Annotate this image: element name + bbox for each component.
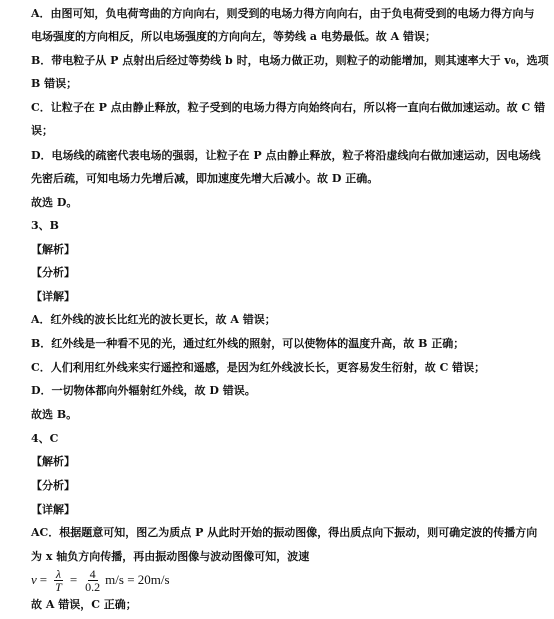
- text-line: 【详解】: [31, 503, 75, 516]
- text-line: 3、B: [31, 219, 59, 232]
- text-line: A．红外线的波长比红光的波长更长，故 A 错误；: [31, 313, 276, 326]
- formula-fraction-lambda-over-t: [53, 568, 64, 593]
- wave-speed-formula: [31, 567, 170, 593]
- conclusion-line: 故 A 错误，C 正确；: [31, 598, 137, 611]
- text-line: 【解析】: [31, 455, 75, 468]
- fraction-denominator: T: [55, 579, 62, 594]
- text-line: 故选 D。: [31, 196, 78, 209]
- text-line: 为 x 轴负方向传播，再由振动图像与波动图像可知，波速: [31, 550, 310, 563]
- text-line: 先密后疏，可知电场力先增后减，即加速度先增大后减小。故 D 正确。: [31, 172, 379, 185]
- text-line: 4、C: [31, 432, 59, 445]
- text-line: B 错误；: [31, 77, 78, 90]
- formula-lhs: v: [31, 572, 37, 587]
- text-line: B．带电粒子从 P 点射出后经过等势线 b 时，电场力做正功，则粒子的动能增加，则其速率大于 v₀，选项: [31, 54, 549, 67]
- fraction-numerator: 4: [89, 566, 96, 581]
- formula-fraction-values: [83, 568, 102, 593]
- formula-equals: =: [39, 572, 48, 587]
- text-line: D．电场线的疏密代表电场的强弱，让粒子在 P 点由静止释放，粒子将沿虚线向右做加速运动，因电场线: [31, 149, 541, 162]
- text-line: AC．根据题意可知，图乙为质点 P 从此时开始的振动图像，得出质点向下振动，则可确定波的传播方向: [31, 526, 538, 539]
- fraction-denominator: 0.2: [85, 579, 101, 594]
- text-line: 【解析】: [31, 243, 75, 256]
- text-line: A．由图可知，负电荷弯曲的方向向右，则受到的电场力得方向向右，由于负电荷受到的电场力得方向与: [31, 7, 535, 20]
- text-line: C．人们利用红外线来实行遥控和遥感，是因为红外线波长长，更容易发生衍射，故 C 错误；: [31, 361, 486, 374]
- text-line: 【详解】: [31, 290, 75, 303]
- text-line: C．让粒子在 P 点由静止释放，粒子受到的电场力得方向始终向右，所以将一直向右做加速运动。故 C 错: [31, 101, 546, 114]
- text-line: B．红外线是一种看不见的光，通过红外线的照射，可以使物体的温度升高，故 B 正确；: [31, 337, 465, 350]
- text-line: 电场强度的方向相反，所以电场强度的方向向左，等势线 a 电势最低。故 A 错误；: [31, 30, 436, 43]
- text-line: 【分析】: [31, 266, 75, 279]
- text-line: 【分析】: [31, 479, 75, 492]
- text-line: 误；: [31, 124, 53, 137]
- text-line: 故选 B。: [31, 408, 78, 421]
- formula-equals: =: [69, 572, 78, 587]
- fraction-numerator: λ: [55, 566, 62, 581]
- formula-result: m/s = 20m/s: [105, 572, 170, 587]
- text-line: D．一切物体都向外辐射红外线，故 D 错误。: [31, 384, 256, 397]
